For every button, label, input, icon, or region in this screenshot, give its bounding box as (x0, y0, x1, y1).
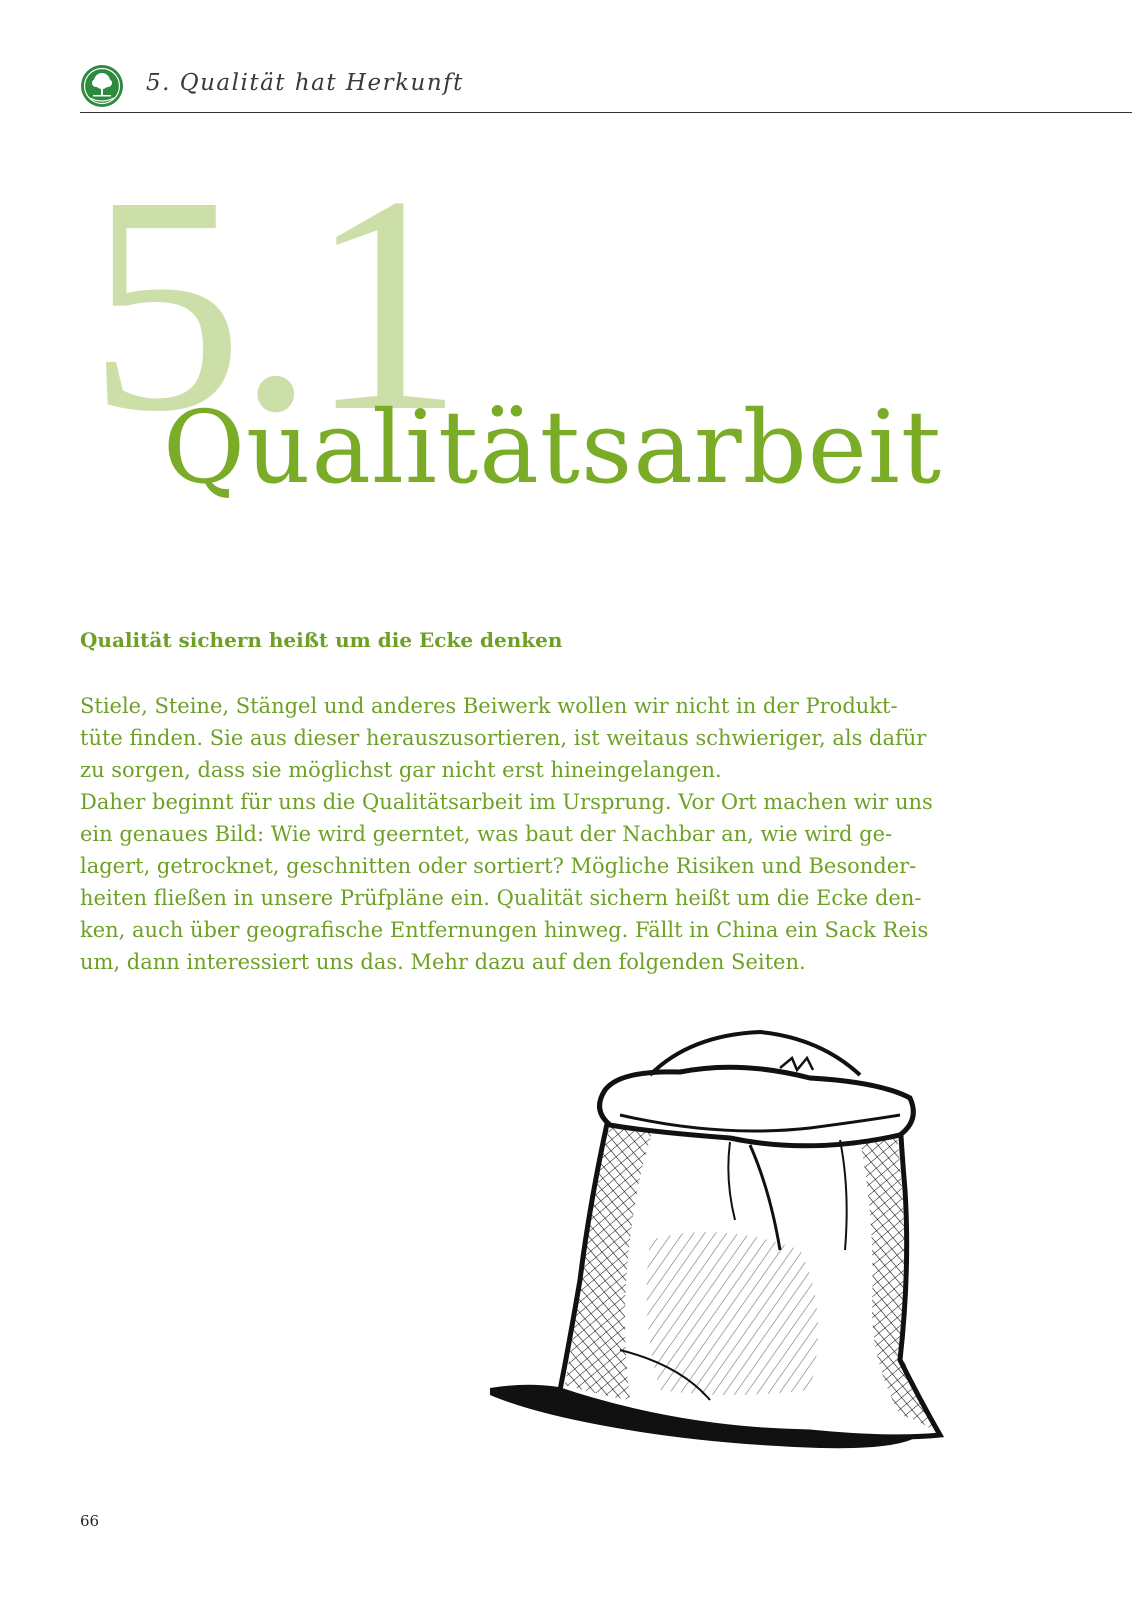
body-paragraph (80, 690, 1020, 978)
paragraph-line: Stiele, Steine, Stängel und anderes Beiwerk wollen wir nicht in der Produkt- (80, 694, 898, 718)
paragraph-line: lagert, getrocknet, geschnitten oder sortiert? Mögliche Risiken und Besonder- (80, 854, 917, 878)
header-chapter-title: 5. Qualität hat Herkunft (146, 70, 464, 96)
sack-illustration-icon (480, 1020, 960, 1470)
header-divider (80, 112, 1132, 113)
paragraph-line: heiten fließen in unsere Prüfpläne ein. Qualität sichern heißt um die Ecke den- (80, 886, 922, 910)
paragraph-line: ein genaues Bild: Wie wird geerntet, was baut der Nachbar an, wie wird ge- (80, 822, 893, 846)
paragraph-line: tüte finden. Sie aus dieser herauszusortieren, ist weitaus schwieriger, als dafür (80, 726, 927, 750)
section-number: 5.1 (88, 133, 458, 476)
paragraph-line: um, dann interessiert uns das. Mehr dazu auf den folgenden Seiten. (80, 950, 806, 974)
section-title: Qualitätsarbeit (163, 389, 943, 506)
paragraph-line: ken, auch über geografische Entfernungen hinweg. Fällt in China ein Sack Reis (80, 918, 929, 942)
paragraph-line: Daher beginnt für uns die Qualitätsarbeit im Ursprung. Vor Ort machen wir uns (80, 790, 933, 814)
page-number: 66 (80, 1512, 100, 1530)
paragraph-line: zu sorgen, dass sie möglichst gar nicht erst hineingelangen. (80, 758, 722, 782)
subheading: Qualität sichern heißt um die Ecke denken (80, 628, 563, 652)
lebensbaum-logo-icon (80, 64, 124, 108)
